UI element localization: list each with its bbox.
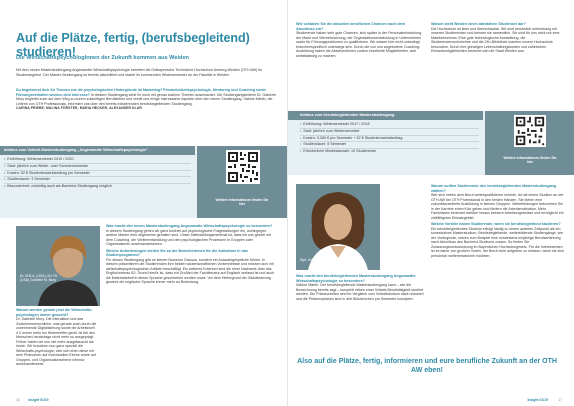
answer-text: Ein berufsbegleitendes Studium erfolgt häufig zu einem anderen Zeitpunkt als ein konsekutives Masterstudium. Berufsbegleitende, weiterbildende Studiengänge, wie der Vorliegende, setzen zum Beispiel eine mindestens einjährige Berufserfahrung nach Abschluss des Bachelor-Studiums voraus. So bieten Sie Zulassungsvoraussetzung im Bayerischen Hochschulgesetz. Für die Interessenten ist es daher von großem Vorteil, der Beruf nicht aufgeben zu müssen, wenn sie sich persönlich weiterentwickeln möchten. xyxy=(431,226,565,258)
column-right-4 xyxy=(431,182,565,258)
infobox-item: • Kosten: 52 € Studentenwerksbeitrag pro Semester xyxy=(4,171,191,178)
answer-text: Dr. Gabriele Mury: Die Interaktion und das Zwischenmenschliche, was gerade auch durch die zunehmende Digitalisierung sowie die Arbeitswelt 4.0 immer mehr ins Hintertreffen gerät, ist bei den Menschen heutzutage nicht mehr so ausgeprägt. Früher haben wir uns viel mehr ausgetauscht als heute. Wir brauchen nun ganz speziell die Wirtschafts-psychologie, weil sich eben diese mit dem Phänomen auf Individuellen Ebene sowie auf Gruppen- und Organisationsebene intensiv auseinandersetzt. xyxy=(16,317,97,367)
answer-text: Sabine Märtin: Der berufsbegleitende Masterstudiengang kann – wie die Bezeichnung bereits sagt – komplett neben einer Vollzeit-Berufstätigkeit studiert werden. Die Präsenzzeiten sind im Vergleich zum Vollzeitstudium stark reduziert und die Präsenzphasen sind in drei Blöckenchen pro Semester konzipiert. xyxy=(296,283,424,301)
qr-label: Weitere Informationen finden Sie hier xyxy=(215,198,269,207)
column-right-3 xyxy=(296,272,424,301)
infobox-list xyxy=(288,120,483,157)
question-heading: Warum sollten Studierende den berufsbegleitenden Masterstudiengang wählen? xyxy=(431,184,557,193)
answer-text: Die Hochschule ist klein und überschaubar. Wir sind persönlich untereinang mit unseren Studierenden und kennen sie namentlich. Sie sind für uns nicht nur eine Matrikelnummer. Eine gute technologische Ausstattung, die Studierendenwohnheime und die 24h-Bibliothek machen unsere Hochschule besonders. Durch ihre günstigen Lebenshaltungskosten und zahlreichen Einkaufsmöglichkeiten zeichnet sich die Stadt Weiden aus. xyxy=(431,26,560,54)
intro-paragraph: Mit dem neuen Masterstudiengang Angewandte Wirtschaftspsychologie erweitert die Ostbayerische Technische Hochschule Amberg-Weiden (OTH AW) ihr Studienangebot. Der Master-Studiengang ist bereits akkreditiert und startet im kommenden Wintersemester an der Fakultät in Weiden. xyxy=(16,68,263,77)
lead-question: Du begeisterst dich für Themen wie die psychologischen Hintergründe im Marketing? Persönlichkeitspsychologie, Mentoring und Coaching sowie Führungsverhalten wecken dein Interesse? xyxy=(16,88,267,97)
infobox-item: • Start: jährlich zum Wintersemester xyxy=(300,129,479,136)
question-heading: Was macht den neuen Masterstudiengang Angewandte Wirtschaftspsychologie so besonders? xyxy=(106,224,273,228)
infobox-item: • Einführung: Wintersemester 2019 / 2020 xyxy=(4,157,191,164)
footer-label: Insight 01/19 xyxy=(28,398,49,402)
question-heading: Was macht den berufsbegleitenden Masterstudiengang Angewandte Wirtschaftspsychologie so besonders? xyxy=(296,274,416,283)
footer-label: Insight 01/19 xyxy=(527,398,548,402)
column-right-2 xyxy=(431,20,561,54)
qr-code-icon[interactable] xyxy=(514,115,546,147)
question-heading: Warum werden gerade jetzt die Wirtschafts-psychologen immer gesucht? xyxy=(16,308,93,317)
photo-caption: Dr. M.B.A. (USA), M.H.R. (USA) Gabriele M. Mury xyxy=(20,274,59,283)
column-right-1 xyxy=(296,20,424,58)
infobox-item: • Einführung: Wintersemester 2017 / 2018 xyxy=(300,122,479,129)
question-heading: Welche Anforderungen stellen Sie an die Bewerberinnen für die Aufnahme in das Studienprogramm? xyxy=(106,248,248,258)
page-subtitle: Die WirtschaftspsychologInnen der Zukunft kommen aus Weiden xyxy=(16,55,189,61)
qr-code-icon[interactable] xyxy=(226,150,260,184)
answer-text: In diesem Studiengang gehen wir ganz konkret auf psychologische Fragestellungen ein, wohingegen andere Master eher allgemeine gehalten sind. Unser Alleinstellungsmerkmal ist, dass wir uns gezielt mit dem Coaching, der Weiterentwicklung und den psychologischen Prozessen in Gruppen oder Organisationen auseinandersetzen. xyxy=(106,228,271,247)
portrait-illustration xyxy=(16,226,100,306)
answer-text: Studierende haben sehr gute Chancen, sich später in der Personalentwicklung, der Markt und Werbeforschung, der Organisationsentwicklung in Unternehmen sowie für Führungspositionen zu qualifizieren. Wir wissen hier nicht unbedingt branchenspezifisch unterwegs sein. Durch die von uns angebotene Coaching-Ausbildung haben die Absolventinnen zudem exzellente Möglichkeiten, sich selbstständig zu machen. xyxy=(296,31,423,58)
infobox-item: • Erforderliche Mindestanzahl: 10 Studierende xyxy=(300,149,479,155)
authors-line: CARINA PRIEBE, MALINA FÖRSTER, MARIA HECKER, ALEXANDER KLAR xyxy=(16,106,142,110)
right-page xyxy=(287,0,574,406)
page-title: Auf die Plätze, fertig, (berufsbegleitend) studieren! xyxy=(16,31,250,59)
closing-statement: Also auf die Plätze, fertig, informieren und eure berufliche Zukunft an der OTH AW eben! xyxy=(297,358,557,374)
infobox-item: • Start: jährlich zum Winter- oder Sommersemester xyxy=(4,164,191,171)
qr-code-graphic xyxy=(514,115,546,147)
infobox-item: • Besonderheit: zukünftig auch als Bachelor-Studiengang möglich xyxy=(4,184,191,190)
infobox-item: • Studiendauer: 5 Semester xyxy=(300,142,479,149)
portrait-photo-mury xyxy=(16,226,100,306)
lead-answer: In diesem Studiengang setzt ihr euch mit genau solchen Themen auseinander. Die Studiengangsleiterin Dr. Gabriele Mury begleitet euch auf dem Weg zu eurem zukünftigen Berufsleben und verrät uns einige interessante Aspekte über den neuen Studiengang. Sabine Märtin, die Leiterin von OTH Professionals, informiert uns über den bereits existierenden berufsbegleitenden Studiengang. xyxy=(16,92,277,106)
column-left-1 xyxy=(16,306,100,367)
qr-code-graphic xyxy=(226,150,260,184)
question-heading: Wie schätzen Sie die aktuellen beruflichen Chancen nach dem Abschluss ein? xyxy=(296,22,405,31)
question-heading: Welche Vorteile haben Studierende, wenn sie berufsbegleitend studieren? xyxy=(431,222,561,227)
photo-caption: Dipl.-Volkswirtin (Univ.) Sabine Märtin xyxy=(300,258,357,262)
infobox-item: • Kosten: 3.350 € pro Semester + 52 € Studentenwerksbeitrag xyxy=(300,136,479,143)
answer-text: Für diesen Studiengang gibt es keinen Numerus Clausus, sondern ein Auswahlgespräche führen. In diesem präsentieren die Studierenden ihre beiden wissenschaftlichen Vorkenntnisse und müssen sich mit wirtschaftspsychologischen Artikeln beschäftigt. Ein weiteres Kriterium sind die einer Nachweis über das Englischniveau B2. Grund hierfür ist, dass ein Großteil der Fachliteratur auf Englisch verfasst ist und auch die Materialarbeit in dieser Sprache geschrieben werden muss. Vor dem Hintergrund der Globalisierung gewinnt die englische Sprache immer mehr an Bedeutung. xyxy=(106,257,275,285)
answer-text: Wer sich neben dem Beruf weiterqualifizieren möchte, ist mit einem Studium an der OTH AW bei OTH Professional in den besten Händen. Sie bieten eine zukunftsorientierte Ausbildung in kleinen Gruppen. Weiterbildungen bekommen Sie in der Karriere einen Kick geben und fördern die Arbeitsmotivation. Mehr Fachwissen bedeutet darüber hinaus bessere Arbeitsergebnisse und ermöglicht ein vielfältigeres Einsatzgebiet. xyxy=(431,193,564,220)
infobox-item: • Studiendauer: 3 Semester xyxy=(4,177,191,184)
infobox-heading: Infobox zum Vollzeit-Masterstudiengang „Angewandte Wirtschaftspsychologie“ xyxy=(0,146,195,155)
infobox-list xyxy=(0,155,195,192)
qr-label: Weitere Informationen finden Sie hier xyxy=(503,156,557,165)
column-left-2 xyxy=(106,222,276,285)
question-heading: Warum stellt Weiden einen attraktiven Studienort dar? xyxy=(431,22,526,26)
page-number: 17 xyxy=(558,398,562,402)
infobox-heading: Infobox zum berufsbegleitenden Masterstudiengang xyxy=(288,111,483,120)
page-number: 16 xyxy=(16,398,20,402)
lead-block xyxy=(16,88,282,111)
